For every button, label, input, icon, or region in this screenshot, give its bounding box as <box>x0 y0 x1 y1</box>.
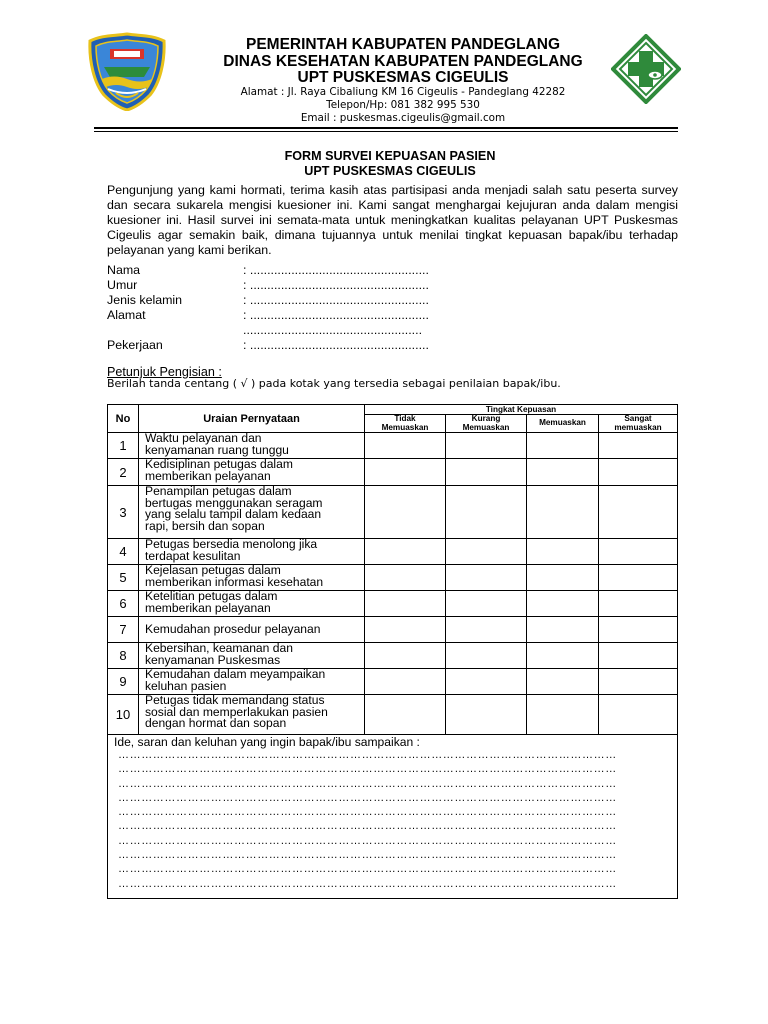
form-title: FORM SURVEI KEPUASAN PASIEN <box>284 149 496 163</box>
column-header-no: No <box>108 405 139 433</box>
table-row <box>108 486 678 539</box>
identity-field-blank[interactable]: : .................................................... <box>243 263 429 277</box>
identity-field-blank[interactable]: : .................................................... <box>243 308 429 322</box>
header-email: Email : puskesmas.cigeulis@gmail.com <box>300 112 506 124</box>
rating-checkbox[interactable] <box>365 643 446 669</box>
identity-field-label: Alamat <box>107 308 146 322</box>
rating-checkbox[interactable] <box>365 539 446 565</box>
rating-checkbox[interactable] <box>599 695 678 735</box>
column-header-satisfaction: Tingkat Kepuasan <box>365 405 678 415</box>
row-number: 2 <box>108 459 139 486</box>
rating-checkbox[interactable] <box>599 486 678 539</box>
notes-line: ………………………………………………………………………………………………………………… <box>118 820 617 833</box>
column-header-statement: Uraian Pernyataan <box>139 405 365 433</box>
row-statement: Kebersihan, keamanan dan kenyamanan Puskesmas <box>139 643 365 669</box>
rating-checkbox[interactable] <box>446 591 527 617</box>
row-number: 3 <box>108 486 139 539</box>
rating-checkbox[interactable] <box>446 459 527 486</box>
rating-checkbox[interactable] <box>599 539 678 565</box>
intro-paragraph: Pengunjung yang kami hormati, terima kasih atas partisipasi anda menjadi salah satu peserta survey dan secara sukarela mengisi kuesioner ini. Kami sangat menghargai kejujuran anda dalam mengisi kuesioner ini. Hasil survei ini semata-mata untuk meningkatkan kualitas pelayanan UPT Puskesmas Cigeulis agar semakin baik, dimana tujuannya untuk menilai tingkat kepuasan bapak/ibu terhadap pelayanan yang kami berikan. <box>107 183 678 257</box>
rating-checkbox[interactable] <box>527 433 599 459</box>
row-number: 9 <box>108 669 139 695</box>
row-number: 1 <box>108 433 139 459</box>
identity-field-blank[interactable]: .................................................... <box>243 323 423 337</box>
rating-checkbox[interactable] <box>365 565 446 591</box>
rating-checkbox[interactable] <box>446 617 527 643</box>
identity-field-label: Umur <box>107 278 138 292</box>
rating-checkbox[interactable] <box>599 565 678 591</box>
rating-checkbox[interactable] <box>446 565 527 591</box>
table-row <box>108 459 678 486</box>
table-row <box>108 591 678 617</box>
notes-line: ………………………………………………………………………………………………………………… <box>118 749 617 761</box>
row-number: 7 <box>108 617 139 643</box>
rating-checkbox[interactable] <box>599 433 678 459</box>
rating-checkbox[interactable] <box>446 433 527 459</box>
identity-field-blank[interactable]: : .................................................... <box>243 293 429 307</box>
identity-field-blank[interactable]: : .................................................... <box>243 338 429 352</box>
notes-line: ………………………………………………………………………………………………………………… <box>118 877 617 890</box>
rating-checkbox[interactable] <box>527 486 599 539</box>
rating-checkbox[interactable] <box>527 591 599 617</box>
rating-checkbox[interactable] <box>446 539 527 565</box>
row-number: 8 <box>108 643 139 669</box>
header-rule-thick <box>94 127 678 129</box>
header-government: PEMERINTAH KABUPATEN PANDEGLANG <box>245 36 561 53</box>
notes-row <box>108 735 678 899</box>
notes-line: ………………………………………………………………………………………………………………… <box>118 834 617 847</box>
rating-checkbox[interactable] <box>446 643 527 669</box>
rating-checkbox[interactable] <box>599 643 678 669</box>
rating-checkbox[interactable] <box>365 486 446 539</box>
row-number: 4 <box>108 539 139 565</box>
header-phone: Telepon/Hp: 081 382 995 530 <box>326 99 480 111</box>
rating-checkbox[interactable] <box>599 459 678 486</box>
column-header-option: Memuaskan <box>527 415 599 433</box>
rating-checkbox[interactable] <box>365 433 446 459</box>
form-subtitle: UPT PUSKESMAS CIGEULIS <box>304 164 476 178</box>
identity-field-label: Pekerjaan <box>107 338 163 352</box>
rating-checkbox[interactable] <box>527 617 599 643</box>
instructions-heading: Petunjuk Pengisian : <box>107 365 222 379</box>
row-statement: Petugas tidak memandang status sosial dan memperlakukan pasien dengan hormat dan sopan <box>139 695 365 735</box>
rating-checkbox[interactable] <box>527 459 599 486</box>
column-header-option: Sangat memuaskan <box>599 415 678 433</box>
instructions-text: Berilah tanda centang ( √ ) pada kotak yang tersedia sebagai penilaian bapak/ibu. <box>107 377 561 390</box>
notes-area[interactable] <box>108 735 678 899</box>
row-number: 6 <box>108 591 139 617</box>
rating-checkbox[interactable] <box>446 695 527 735</box>
notes-line: ………………………………………………………………………………………………………………… <box>118 863 617 876</box>
notes-line: ………………………………………………………………………………………………………………… <box>118 763 617 776</box>
identity-field-label: Jenis kelamin <box>107 293 183 307</box>
row-number: 10 <box>108 695 139 735</box>
row-statement: Petugas bersedia menolong jika terdapat kesulitan <box>139 539 365 565</box>
table-row <box>108 669 678 695</box>
header-department: DINAS KESEHATAN KABUPATEN PANDEGLANG <box>223 53 583 70</box>
row-statement: Kejelasan petugas dalam memberikan informasi kesehatan <box>139 565 365 591</box>
rating-checkbox[interactable] <box>365 617 446 643</box>
row-statement: Kedisiplinan petugas dalam memberikan pelayanan <box>139 459 365 486</box>
rating-checkbox[interactable] <box>599 669 678 695</box>
notes-line: ………………………………………………………………………………………………………………… <box>118 806 617 819</box>
puskesmas-logo <box>611 34 681 104</box>
identity-field-label: Nama <box>107 263 141 277</box>
rating-checkbox[interactable] <box>527 695 599 735</box>
row-statement: Ketelitian petugas dalam memberikan pelayanan <box>139 591 365 617</box>
rating-checkbox[interactable] <box>365 459 446 486</box>
rating-checkbox[interactable] <box>365 695 446 735</box>
identity-field-blank[interactable]: : .................................................... <box>243 278 429 292</box>
header-rule-thin <box>94 131 678 132</box>
table-row <box>108 617 678 643</box>
rating-checkbox[interactable] <box>446 669 527 695</box>
notes-line: ………………………………………………………………………………………………………………… <box>118 777 617 790</box>
rating-checkbox[interactable] <box>365 669 446 695</box>
header-address: Alamat : Jl. Raya Cibaliung KM 16 Cigeulis - Pandeglang 42282 <box>240 86 566 98</box>
survey-table <box>107 404 678 899</box>
notes-line: ………………………………………………………………………………………………………………… <box>118 849 617 862</box>
row-number: 5 <box>108 565 139 591</box>
rating-checkbox[interactable] <box>527 669 599 695</box>
rating-checkbox[interactable] <box>365 591 446 617</box>
rating-checkbox[interactable] <box>599 617 678 643</box>
rating-checkbox[interactable] <box>527 643 599 669</box>
rating-checkbox[interactable] <box>527 565 599 591</box>
notes-label: Ide, saran dan keluhan yang ingin bapak/ibu sampaikan : <box>114 735 420 749</box>
row-statement: Kemudahan prosedur pelayanan <box>139 617 365 643</box>
header-unit: UPT PUSKESMAS CIGEULIS <box>297 69 509 86</box>
table-row <box>108 565 678 591</box>
column-header-option: Tidak Memuaskan <box>365 415 446 433</box>
rating-checkbox[interactable] <box>527 539 599 565</box>
row-statement: Penampilan petugas dalam bertugas menggunakan seragam yang selalu tampil dalam kedaan rapi, bersih dan sopan <box>139 486 365 539</box>
table-row <box>108 433 678 459</box>
column-header-option: Kurang Memuaskan <box>446 415 527 433</box>
row-statement: Waktu pelayanan dan kenyamanan ruang tunggu <box>139 433 365 459</box>
notes-line: ………………………………………………………………………………………………………………… <box>118 791 617 804</box>
pandeglang-crest-logo <box>86 31 168 111</box>
table-row <box>108 539 678 565</box>
table-row <box>108 643 678 669</box>
table-row <box>108 695 678 735</box>
rating-checkbox[interactable] <box>599 591 678 617</box>
rating-checkbox[interactable] <box>446 486 527 539</box>
row-statement: Kemudahan dalam meyampaikan keluhan pasien <box>139 669 365 695</box>
